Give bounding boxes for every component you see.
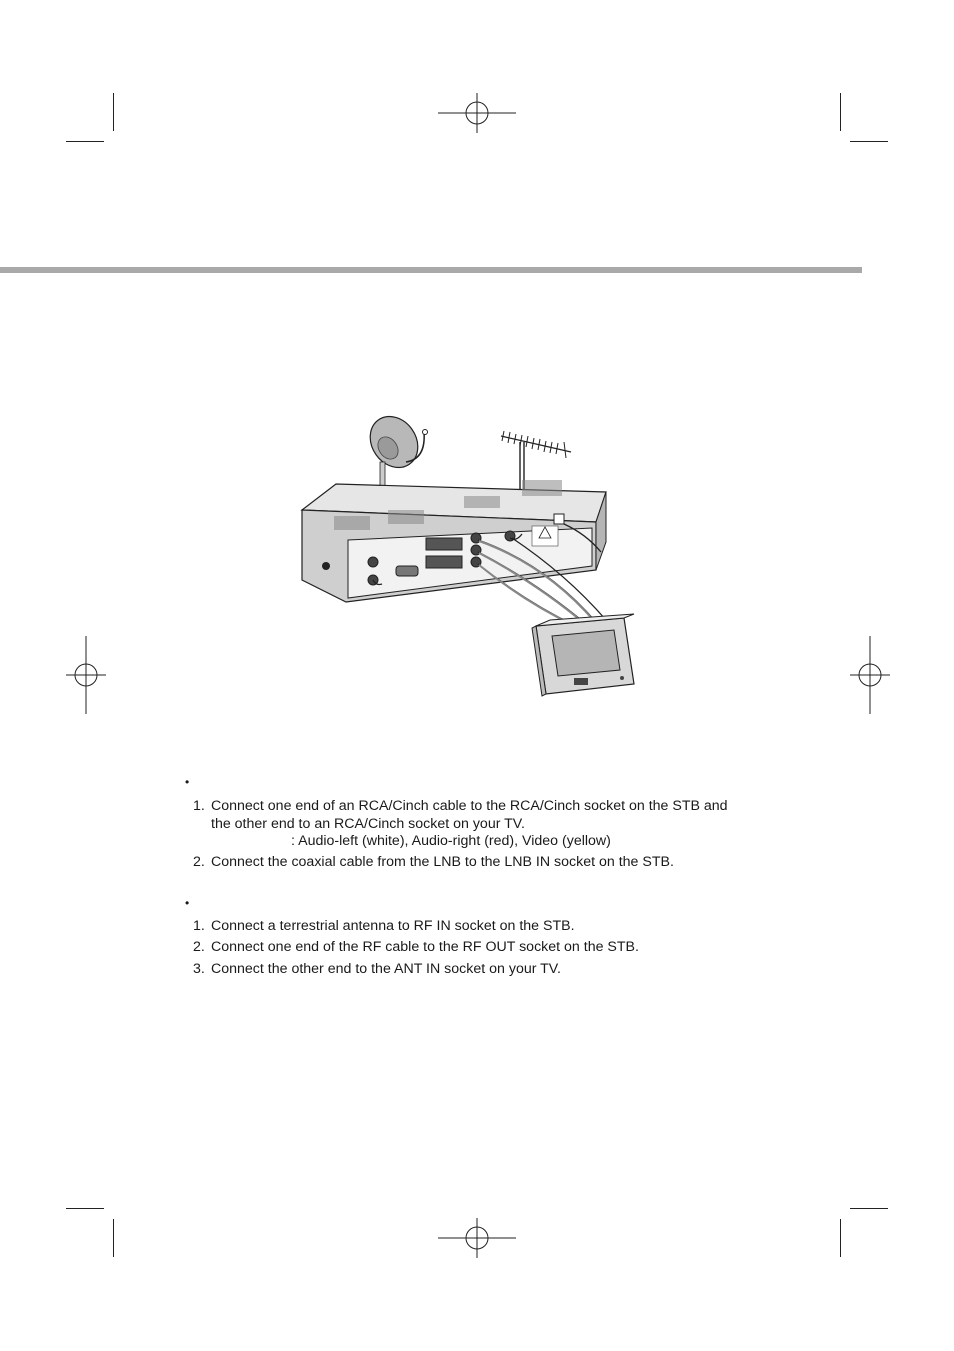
crop-mark-bottom-left-v [113,1219,114,1257]
crop-mark-top-right-h [850,141,888,142]
section-1-step-1-note: : Audio-left (white), Audio-right (red), Video (yellow) [291,833,611,849]
crop-mark-bottom-right-v [840,1219,841,1257]
header-rule [0,267,862,273]
section-1-step-2-number: 2. [193,854,205,870]
connection-diagram [296,414,656,704]
section-2-step-1-text: Connect a terrestrial antenna to RF IN socket on the STB. [211,918,575,934]
crop-mark-bottom-right-h [850,1208,888,1209]
section-1-bullet: • [185,775,190,789]
registration-mark-right-icon [850,636,890,714]
section-1-step-1-number: 1. [193,798,205,814]
television-icon [532,614,634,696]
section-2-step-3-number: 3. [193,961,205,977]
section-1-step-1-line-2: the other end to an RCA/Cinch socket on your TV. [211,816,525,832]
crop-mark-top-right-v [840,93,841,131]
section-1-step-2-text: Connect the coaxial cable from the LNB to the LNB IN socket on the STB. [211,854,674,870]
section-2-step-2-text: Connect one end of the RF cable to the RF OUT socket on the STB. [211,939,639,955]
section-1-step-1-line-1: Connect one end of an RCA/Cinch cable to the RCA/Cinch socket on the STB and [211,798,728,814]
crop-mark-bottom-left-h [66,1208,104,1209]
crop-mark-top-left-v [113,93,114,131]
registration-mark-bottom-icon [438,1218,516,1258]
section-2-bullet: • [185,896,190,910]
registration-mark-left-icon [66,636,106,714]
section-2-step-3-text: Connect the other end to the ANT IN socket on your TV. [211,961,561,977]
section-2-step-2-number: 2. [193,939,205,955]
set-top-box-icon [302,480,606,602]
registration-mark-top-icon [438,93,516,133]
crop-mark-top-left-h [66,141,104,142]
section-2-step-1-number: 1. [193,918,205,934]
